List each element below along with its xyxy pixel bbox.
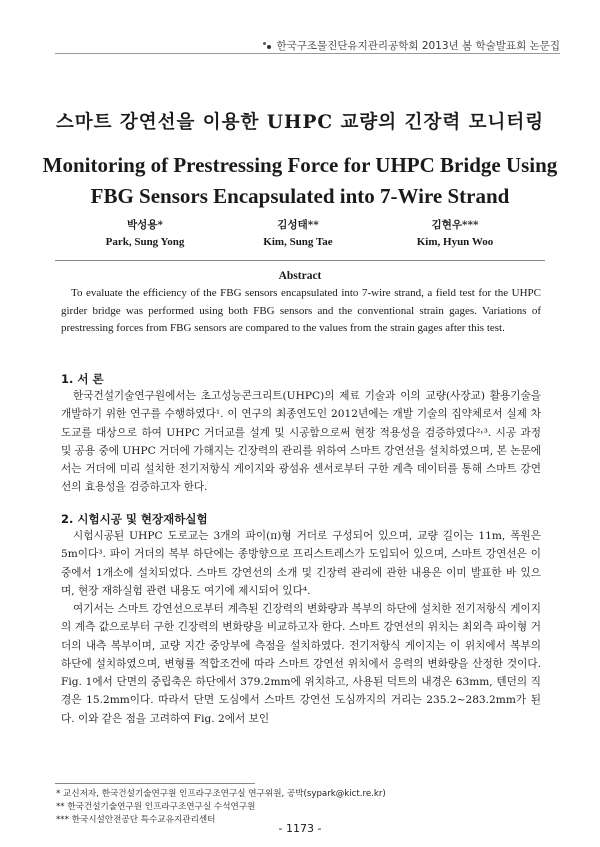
section-1-paragraph: 한국건설기술연구원에서는 초고성능콘크리트(UHPC)의 제료 기술과 이의 교량(사장교) 활용기술을 개발하기 위한 연구를 수행하였다¹. 이 연구의 최종연도인 2012년에는 개발 기술의 집약체로서 실제 차도교를 대상으로 하여 UHPC 거더교를 설계 및 시공함으로써 현장 적용성을 검증하였다²˒³. 시공 과정 및 공용 중에 UHPC 거더에 가해지는 긴장력의 관리를 위하여 스마트 강연선을 설치하였으며, 본 논문에서는 거더에 미리 설치한 전기저항식 게이지와 광섬유 센서로부터 구한 계측 데이터를 통해 스마트 강연선의 효용성을 검증하고자 한다. [61,390,541,494]
abstract-heading: Abstract [278,270,322,282]
header-divider [55,53,560,54]
section-1-heading: 1. 서 론 [61,372,104,386]
author-2 [218,217,378,251]
section-2-paragraph-2: 여기서는 스마트 강연선으로부터 계측된 긴장력의 변화량과 복부의 하단에 설치한 전기저항식 게이지의 계측 값으로부터 구한 긴장력의 변화량을 비교하고자 한다. 스마트 강연선의 위치는 최외측 파이형 거더의 내측 복부이며, 교량 지간 중앙부에 측점을 설치하였다. 전기저항식 게이지는 이 위치에서 복부의 하단에 설치하였으며, 변형률 적합조건에 따라 스마트 강연선 위치에서 응력의 변화량을 산정한 것이다. Fig. 1에서 단면의 중립축은 하단에서 379.2mm에 위치하고, 사용된 덕트의 내경은 63mm, 텐던의 직경은 15.2mm이다. 따라서 단면 도심에서 스마트 강연선 도심까지의 거리는 235.2~283.2mm가 된다. 이와 같은 점을 고려하여 Fig. 2에서 보인 [61,603,541,725]
author-3-korean-name: 김현우*** [431,219,479,231]
footnote-2: ** 한국건설기술연구원 인프라구조연구실 수석연구원 [56,802,256,812]
footnote-divider [55,783,255,784]
author-divider [55,260,545,261]
author-1-korean-name: 박성용* [127,219,163,231]
english-title: Monitoring of Prestressing Force for UHPC Bridge Using FBG Sensors Encapsulated into 7-Wire Strand [42,153,558,208]
author-2-english-name: Kim, Sung Tae [263,236,333,248]
running-header [262,38,560,53]
author-3-english-name: Kim, Hyun Woo [416,236,494,248]
society-logo-icon [262,41,272,51]
footnote-1: * 교신저자, 한국건설기술연구원 인프라구조연구실 연구위원, 공박(sypark@kict.re.kr) [56,789,386,799]
author-2-korean-name: 김성태** [277,219,319,231]
author-1 [65,217,225,251]
author-block [0,217,600,257]
section-2-paragraph-1: 시험시공된 UHPC 도로교는 3개의 파이(π)형 거더로 구성되어 있으며, 교량 길이는 11m, 폭원은 5m이다³. 파이 거더의 복부 하단에는 종방향으로 프리스트레스가 도입되어 있으며, 스마트 강연선은 이 중에서 1개소에 설치되었다. 스마트 강연선의 소개 및 긴장력 관리에 관한 내용은 이미 발표한 바 있으며, 현장 재하실험 관련 내용도 여기에 제시되어 있다⁴. [61,530,541,597]
proceedings-title: 한국구조물진단유지관리공학회 2013년 봄 학술발표회 논문집 [276,40,560,52]
abstract-body: To evaluate the efficiency of the FBG sensors encapsulated into 7-wire strand, a field test for the UHPC girder bridge was performed using both FBG sensors and the conventional strain gages. Variations of prestressing forces from FBG sensors are compared to the values from the strain gages after this test. [61,287,541,334]
korean-title: 스마트 강연선을 이용한 UHPC 교량의 긴장력 모니터링 [55,112,545,133]
footnote-3: *** 한국시설안전공단 특수교유지관리센터 [56,815,216,825]
author-1-english-name: Park, Sung Yong [105,236,185,248]
author-3 [375,217,535,251]
section-2-heading: 2. 시험시공 및 현장재하실험 [61,512,208,526]
page-number: - 1173 - [278,822,322,835]
